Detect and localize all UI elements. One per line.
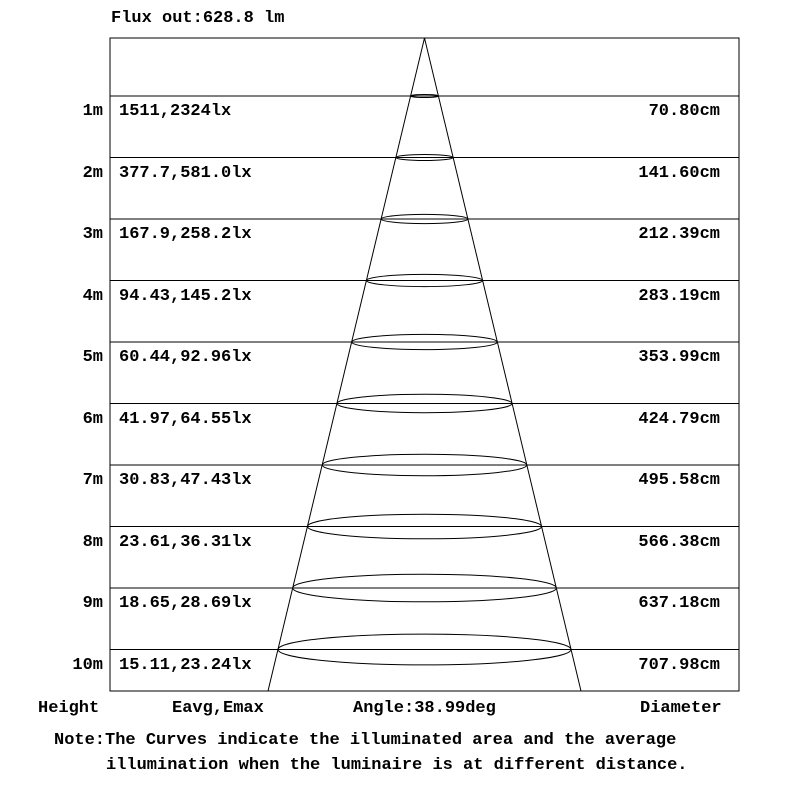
height-label: 6m (82, 410, 103, 429)
diameter-value: 141.60cm (638, 164, 720, 183)
footer-eavg-caption: Eavg,Emax (172, 699, 264, 718)
eavg-emax-value: 23.61,36.31lx (119, 533, 252, 552)
eavg-emax-value: 15.11,23.24lx (119, 656, 252, 675)
diameter-value: 495.58cm (638, 471, 720, 490)
note-line-1: Note:The Curves indicate the illuminated area and the average (54, 731, 677, 750)
diameter-value: 353.99cm (638, 348, 720, 367)
cone-edge-right (425, 38, 582, 691)
diameter-value: 212.39cm (638, 225, 720, 244)
diameter-value: 566.38cm (638, 533, 720, 552)
flux-output-label: Flux out:628.8 lm (111, 9, 285, 28)
eavg-emax-value: 30.83,47.43lx (119, 471, 252, 490)
height-label: 9m (82, 594, 103, 613)
height-label: 10m (72, 656, 103, 675)
height-label: 2m (82, 164, 103, 183)
eavg-emax-value: 167.9,258.2lx (119, 225, 252, 244)
height-label: 5m (82, 348, 103, 367)
eavg-emax-value: 94.43,145.2lx (119, 287, 252, 306)
eavg-emax-value: 1511,2324lx (119, 102, 232, 121)
height-label: 8m (82, 533, 103, 552)
cone-edge-left (268, 38, 425, 691)
height-label: 4m (82, 287, 103, 306)
eavg-emax-value: 41.97,64.55lx (119, 410, 252, 429)
footer-angle-caption: Angle:38.99deg (353, 699, 496, 718)
eavg-emax-value: 18.65,28.69lx (119, 594, 252, 613)
height-label: 3m (82, 225, 103, 244)
height-label: 1m (82, 102, 103, 121)
diameter-value: 283.19cm (638, 287, 720, 306)
note-line-2: illumination when the luminaire is at different distance. (106, 756, 688, 775)
footer-height-caption: Height (38, 699, 100, 718)
eavg-emax-value: 377.7,581.0lx (119, 164, 252, 183)
diameter-value: 637.18cm (638, 594, 720, 613)
footer-diameter-caption: Diameter (640, 699, 722, 718)
height-label: 7m (82, 471, 103, 490)
diameter-value: 424.79cm (638, 410, 720, 429)
diameter-value: 70.80cm (648, 102, 720, 121)
diameter-value: 707.98cm (638, 656, 720, 675)
eavg-emax-value: 60.44,92.96lx (119, 348, 252, 367)
